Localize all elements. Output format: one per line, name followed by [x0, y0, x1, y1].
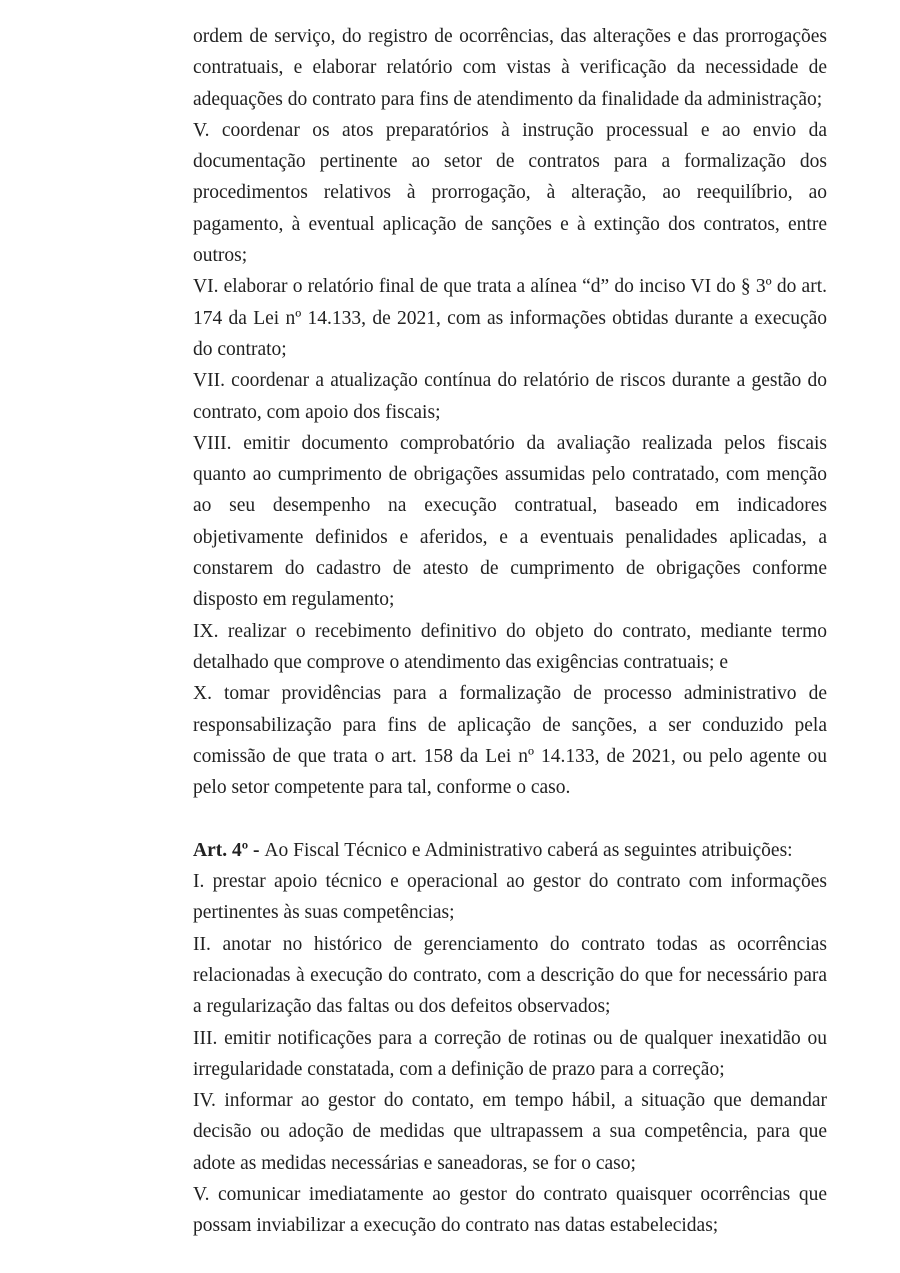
document-body: [193, 21, 827, 1242]
art4-clause-iv: IV. informar ao gestor do contato, em tempo hábil, a situação que demandar decisão ou adoção de medidas que ultrapassem a sua competência, para que adote as medidas necessárias e saneadoras, se for o caso;: [193, 1090, 827, 1174]
art4-clause-v: V. comunicar imediatamente ao gestor do contrato quaisquer ocorrências que possam inviabilizar a execução do contrato nas datas estabelecidas;: [193, 1183, 827, 1237]
art4-clause-iii: III. emitir notificações para a correção de rotinas ou de qualquer inexatidão ou irregularidade constatada, com a definição de prazo para a correção;: [193, 1027, 827, 1080]
clause-vi: VI. elaborar o relatório final de que trata a alínea “d” do inciso VI do § 3º do art. 174 da Lei nº 14.133, de 2021, com as informações obtidas durante a execução do contrato;: [193, 276, 827, 360]
blank-line: [193, 803, 827, 834]
article-4-label: Art. 4º -: [193, 839, 265, 861]
art4-clause-ii: II. anotar no histórico de gerenciamento do contrato todas as ocorrências relacionadas à execução do contrato, com a descrição do que for necessário para a regularização das faltas ou dos defeitos observados;: [193, 933, 827, 1018]
clause-ix: IX. realizar o recebimento definitivo do objeto do contrato, mediante termo detalhado que comprove o atendimento das exigências contratuais; e: [193, 620, 827, 673]
article-4-text: Ao Fiscal Técnico e Administrativo caberá as seguintes atribuições:: [264, 839, 793, 861]
article-4-heading: [193, 835, 827, 866]
clause-iv-continuation: ordem de serviço, do registro de ocorrências, das alterações e das prorrogações contratuais, e elaborar relatório com vistas à verificação da necessidade de adequações do contrato para fins de atendimento da finalidade da administração;: [193, 26, 827, 110]
clause-v: V. coordenar os atos preparatórios à instrução processual e ao envio da documentação pertinente ao setor de contratos para a formalização dos procedimentos relativos à prorrogação, à alteração, ao reequilíbrio, ao pagamento, à eventual aplicação de sanções e à extinção dos contratos, entre outros;: [193, 119, 827, 267]
clause-vii: VII. coordenar a atualização contínua do relatório de riscos durante a gestão do contrato, com apoio dos fiscais;: [193, 370, 827, 423]
art4-clause-i: I. prestar apoio técnico e operacional ao gestor do contrato com informações pertinentes às suas competências;: [193, 871, 827, 924]
clause-x: X. tomar providências para a formalização de processo administrativo de responsabilização para fins de aplicação de sanções, a ser conduzido pela comissão de que trata o art. 158 da Lei nº 14.133, de 2021, ou pelo agente ou pelo setor competente para tal, conforme o caso.: [193, 683, 827, 799]
clause-viii: VIII. emitir documento comprobatório da avaliação realizada pelos fiscais quanto ao cumprimento de obrigações assumidas pelo contratado, com menção ao seu desempenho na execução contratual, baseado em indicadores objetivamente definidos e aferidos, e a eventuais penalidades aplicadas, a constarem do cadastro de atesto de cumprimento de obrigações conforme disposto em regulamento;: [193, 432, 827, 611]
